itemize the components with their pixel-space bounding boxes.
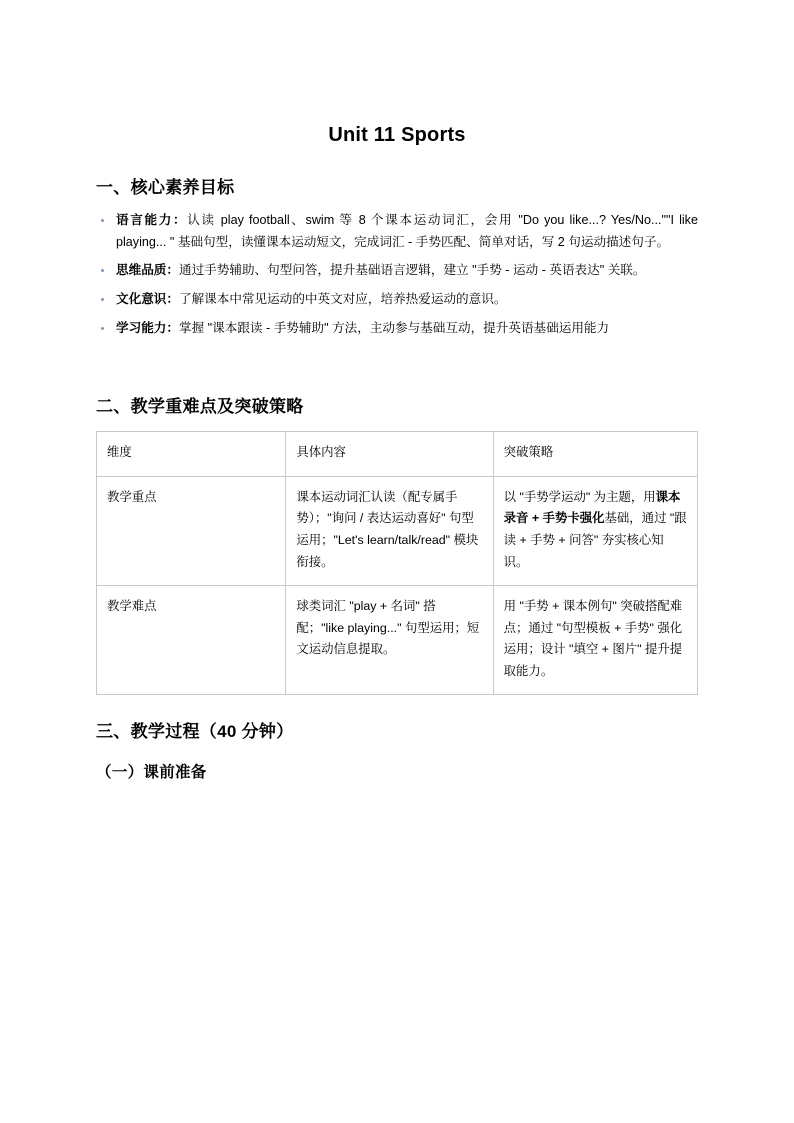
list-item	[96, 318, 698, 340]
bullet-text: 掌握 "课本跟读 - 手势辅助" 方法，主动参与基础互动，提升英语基础运用能力	[178, 320, 610, 335]
strategy-text-bold: 课本录音 + 手势卡强化	[503, 489, 681, 526]
list-item	[96, 210, 698, 253]
cell-content: 球类词汇 "play + 名词" 搭配；"like playing..." 句型运用；短文运动信息提取。	[286, 586, 493, 695]
cell-strategy	[493, 476, 697, 585]
table-header-dimension: 维度	[97, 432, 286, 477]
section-heading-teaching-process: 三、教学过程（40 分钟）	[96, 722, 294, 742]
cell-dimension: 教学难点	[97, 586, 286, 695]
table-header-content: 具体内容	[286, 432, 493, 477]
strategy-text-post: 基础，通过 "跟读 + 手势 + 问答" 夯实核心知识。	[503, 511, 687, 569]
strategy-text-pre: 用 "手势 + 课本例句" 突破搭配难点；通过 "句型模板 + 手势" 强化运用；设计 "填空 + 图片" 提升提取能力。	[503, 599, 683, 678]
list-item	[96, 289, 698, 311]
table-row	[97, 586, 698, 695]
table-header-row	[97, 432, 698, 477]
strategy-text-pre: 以 "手势学运动" 为主题，用	[503, 489, 656, 504]
bullet-label: 思维品质：	[116, 263, 179, 278]
bullet-label: 学习能力：	[116, 320, 179, 335]
subsection-heading-preparation: （一）课前准备	[96, 764, 207, 782]
page-title: Unit 11 Sports	[328, 124, 466, 146]
bullet-text: 通过手势辅助、句型问答，提升基础语言逻辑，建立 "手势 - 运动 - 英语表达" 关联。	[178, 263, 646, 278]
table-header-strategy: 突破策略	[493, 432, 697, 477]
table-row	[97, 476, 698, 585]
section-heading-key-difficulties: 二、教学重难点及突破策略	[96, 397, 304, 417]
bullet-label: 语言能力：	[116, 213, 188, 227]
cell-strategy	[493, 586, 697, 695]
core-objectives-list	[96, 210, 698, 339]
cell-dimension: 教学重点	[97, 476, 286, 585]
bullet-label: 文化意识：	[116, 291, 179, 306]
key-difficulties-table	[96, 431, 698, 695]
bullet-text: 认读 play football、swim 等 8 个课本运动词汇，会用 "Do you like...? Yes/No...""I like playing... " 基础句型，读懂课本运动短文，完成词汇 - 手势匹配、简单对话，写 2 句运动描述句子。	[116, 213, 698, 249]
bullet-text: 了解课本中常见运动的中英文对应，培养热爱运动的意识。	[178, 291, 507, 306]
list-item	[96, 260, 698, 282]
cell-content: 课本运动词汇认读（配专属手势）；"询问 / 表达运动喜好" 句型运用；"Let's learn/talk/read" 模块衔接。	[286, 476, 493, 585]
section-heading-core-objectives: 一、核心素养目标	[96, 178, 235, 197]
